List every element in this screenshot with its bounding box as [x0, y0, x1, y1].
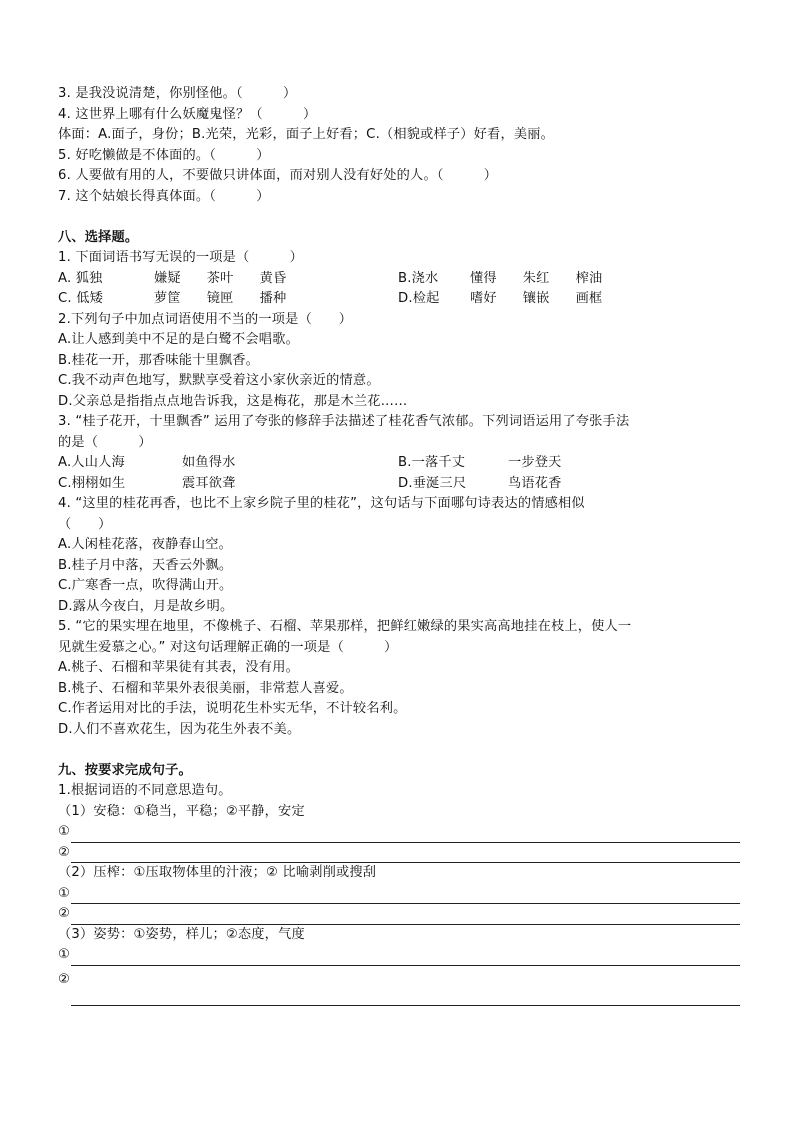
- option-d-word4: 画框: [575, 291, 603, 306]
- q9-1-sub1: （1）安稳：①稳当，平稳；②平静，安定: [58, 803, 305, 819]
- option-b-word1: B.浇水: [398, 270, 439, 286]
- option-a-word1: A. 狐独: [58, 270, 103, 286]
- q8-3-row-ab: [58, 453, 740, 474]
- answer-rule[interactable]: [71, 848, 740, 863]
- answer-line-2-2[interactable]: [58, 904, 740, 925]
- q8-4-stem-line1: 4. “这里的桂花再香，也比不上家乡院子里的桂花”，这句话与下面哪句诗表达的情感相似: [58, 496, 585, 511]
- option-c-word3: 镜匣: [206, 291, 234, 306]
- q8-1-row-ab: [58, 269, 740, 290]
- answer-line-1-2[interactable]: [58, 843, 740, 864]
- q8-5-option-d: D.人们不喜欢花生，因为花生外表不美。: [58, 721, 301, 737]
- q8-4-stem-line2: （ ）: [58, 516, 112, 532]
- option-d-word2: 嗜好: [470, 291, 497, 306]
- q8-2-option-c: C.我不动声色地写，默默享受着这小家伙亲近的情意。: [58, 373, 380, 388]
- q8-3-option-c-word1: C.栩栩如生: [58, 475, 126, 491]
- q8-3-option-a-word1: A.人山人海: [58, 455, 125, 470]
- option-d-word1: D.检起: [398, 291, 440, 306]
- circled-one-marker: ①: [58, 947, 71, 962]
- q8-3-option-d-word2: 鸟语花香: [508, 475, 562, 491]
- q8-3-row-cd: [58, 474, 740, 495]
- option-a-word3: 茶叶: [206, 270, 234, 286]
- option-c-word2: 萝筐: [154, 291, 181, 306]
- q8-3-option-b-word2: 一步登天: [508, 455, 562, 470]
- option-b-word2: 懂得: [470, 270, 497, 286]
- q8-5-option-a: A.桃子、石榴和苹果徒有其表，没有用。: [58, 660, 299, 675]
- question-7-6: 6. 人要做有用的人，不要做只讲体面，而对别人没有好处的人。（ ）: [58, 168, 498, 183]
- q8-3-stem-line1: 3. “桂子花开，十里飘香” 运用了夸张的修辞手法描述了桂花香气浓郁。下列词语运用了夸张手法: [58, 414, 630, 429]
- option-c-word1: C. 低矮: [58, 291, 103, 306]
- q8-5-stem-line2: 见就生爱慕之心。” 对这句话理解正确的一项是（ ）: [58, 639, 398, 655]
- q9-1-sub2: （2）压榨：①压取物体里的汁液；② 比喻剥削或搜刮: [58, 865, 377, 880]
- answer-rule[interactable]: [71, 951, 740, 966]
- question-7-7: 7. 这个姑娘长得真体面。（ ）: [58, 188, 270, 204]
- circled-two-marker: ②: [58, 971, 71, 987]
- definition-timian: 体面：A.面子，身份；B.光荣，光彩，面子上好看；C.（相貌或样子）好看，美丽。: [58, 127, 554, 142]
- section-8-title: 八、选择题。: [58, 229, 139, 245]
- q8-2-stem: 2.下列句子中加点词语使用不当的一项是（ ）: [58, 311, 353, 327]
- q8-3-option-d-word1: D.垂涎三尺: [398, 475, 467, 491]
- section-9-title: 九、按要求完成句子。: [58, 762, 192, 778]
- q8-3-option-a-word2: 如鱼得水: [182, 455, 236, 470]
- option-c-word4: 播种: [259, 291, 287, 306]
- answer-line-3-1[interactable]: [58, 945, 740, 966]
- q8-4-option-c: C.广寒香一点，吹得满山开。: [58, 578, 233, 593]
- answer-rule[interactable]: [71, 975, 740, 1006]
- option-b-word3: 朱红: [522, 270, 550, 286]
- option-d-word3: 镶嵌: [522, 291, 550, 306]
- circled-one-marker: ①: [58, 885, 71, 901]
- circled-one-marker: ①: [58, 824, 71, 839]
- q8-2-option-a: A.让人感到美中不足的是白鹭不会唱歌。: [58, 332, 299, 347]
- question-7-3: 3. 是我没说清楚，你别怪他。（ ）: [58, 86, 297, 101]
- circled-two-marker: ②: [58, 844, 71, 860]
- q9-1-stem: 1.根据词语的不同意思造句。: [58, 783, 232, 798]
- q8-5-stem-line1: 5. “它的果实埋在地里，不像桃子、石榴、苹果那样，把鲜红嫩绿的果实高高地挂在枝上，使人一: [58, 619, 632, 634]
- q8-1-row-cd: [58, 289, 740, 310]
- question-7-5: 5. 好吃懒做是不体面的。（ ）: [58, 147, 270, 163]
- q8-2-option-b: B.桂花一开，那香味能十里飘香。: [58, 352, 260, 368]
- q8-5-option-b: B.桃子、石榴和苹果外表很美丽，非常惹人喜爱。: [58, 680, 353, 696]
- q8-5-option-c: C.作者运用对比的手法，说明花生朴实无华，不计较名利。: [58, 701, 407, 716]
- answer-rule[interactable]: [71, 889, 740, 904]
- q8-4-option-d: D.露从今夜白，月是故乡明。: [58, 598, 234, 614]
- question-7-4: 4. 这世界上哪有什么妖魔鬼怪？（ ）: [58, 106, 317, 122]
- answer-line-3-2[interactable]: [58, 966, 740, 1006]
- worksheet-page: [58, 84, 740, 1006]
- q9-1-sub3: （3）姿势：①姿势，样儿；②态度，气度: [58, 926, 305, 942]
- q8-1-stem: 1. 下面词语书写无误的一项是（ ）: [58, 250, 303, 265]
- q8-4-option-b: B.桂子月中落，天香云外飘。: [58, 557, 233, 573]
- answer-line-2-1[interactable]: [58, 884, 740, 905]
- answer-rule[interactable]: [71, 910, 740, 925]
- q8-3-stem-line2: 的是（ ）: [58, 434, 152, 450]
- option-a-word2: 嫌疑: [154, 270, 181, 286]
- q8-4-option-a: A.人闲桂花落，夜静春山空。: [58, 537, 233, 552]
- q8-3-option-b-word1: B.一落千丈: [398, 455, 466, 470]
- answer-line-1-1[interactable]: [58, 822, 740, 843]
- option-a-word4: 黄昏: [259, 270, 287, 286]
- option-b-word4: 榨油: [575, 270, 603, 286]
- circled-two-marker: ②: [58, 906, 71, 921]
- q8-3-option-c-word2: 震耳欲聋: [182, 475, 236, 491]
- q8-2-option-d: D.父亲总是指指点点地告诉我，这是梅花，那是木兰花……: [58, 393, 408, 409]
- answer-rule[interactable]: [71, 828, 740, 843]
